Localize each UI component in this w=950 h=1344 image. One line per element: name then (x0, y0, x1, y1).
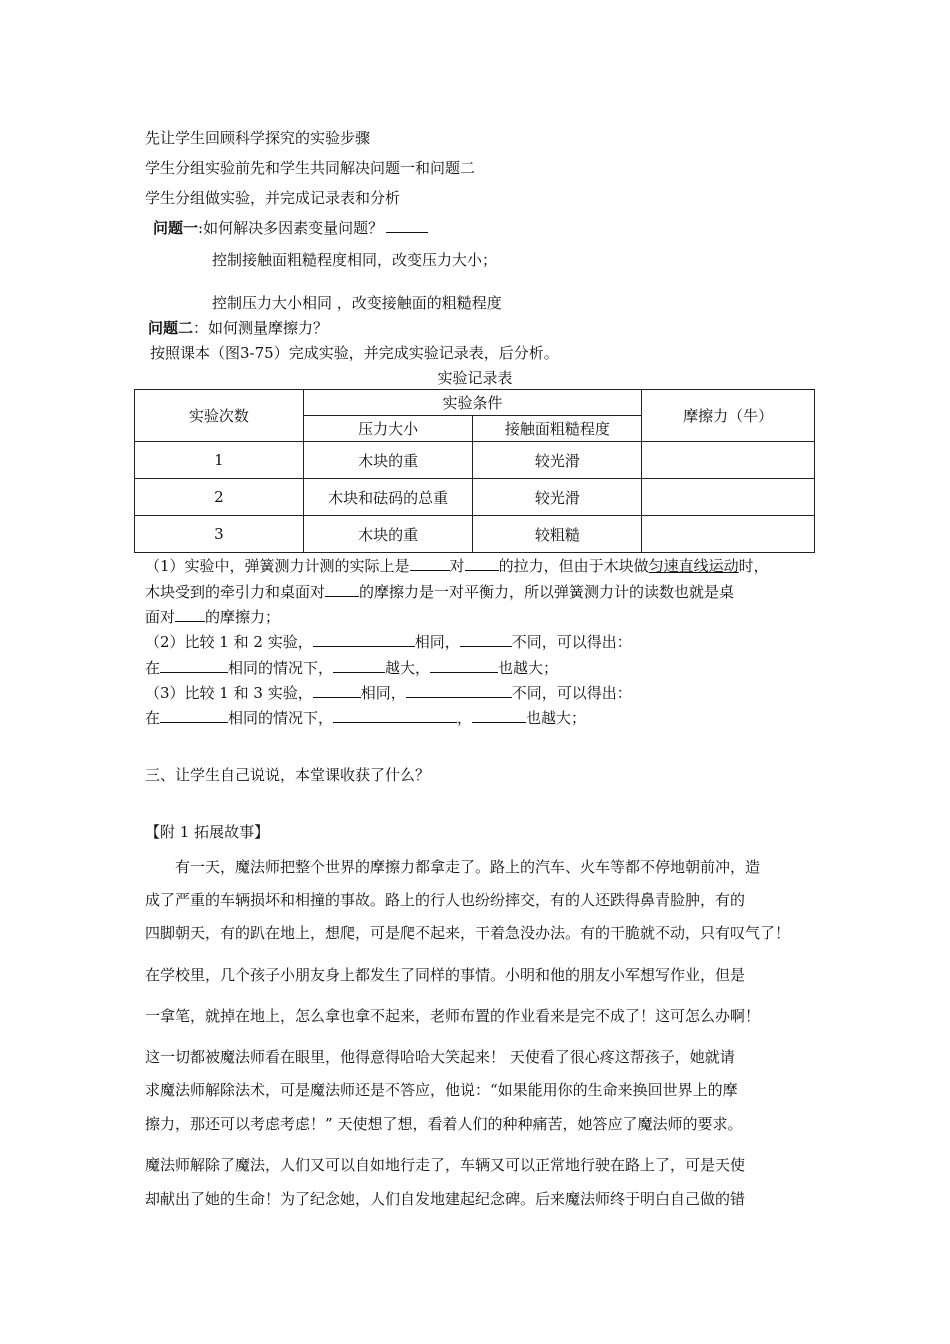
story-line: 有一天，魔法师把整个世界的摩擦力都拿走了。路上的汽车、火车等都不停地朝前冲，造 (175, 858, 761, 876)
blank[interactable] (472, 708, 526, 723)
text: 相同的情况下， (228, 709, 334, 727)
blank[interactable] (410, 556, 450, 571)
header-pressure: 压力大小 (303, 416, 473, 442)
blank[interactable] (460, 632, 512, 647)
analysis-3-line-1 (145, 683, 632, 703)
cell-friction[interactable] (642, 479, 815, 516)
text: 不同，可以得出： (511, 684, 632, 702)
experiment-record-table (134, 389, 815, 553)
cell-index: 1 (135, 442, 304, 479)
blank[interactable] (160, 708, 228, 723)
text: 木块受到的牵引力和桌面对 (145, 583, 326, 601)
text: 对 (449, 557, 465, 575)
analysis-2-line-1 (145, 632, 632, 652)
header-roughness: 接触面粗糙程度 (473, 416, 642, 442)
text: 在 (145, 659, 161, 677)
analysis-3-line-2 (145, 708, 586, 728)
cell-pressure: 木块和砝码的总重 (303, 479, 473, 516)
text: （2）比较 1 和 2 实验， (145, 633, 313, 651)
story-line: 魔法师解除了魔法，人们又可以自如地行走了，车辆又可以正常地行驶在路上了，可是天使 (145, 1156, 746, 1174)
cell-roughness: 较粗糙 (473, 516, 642, 553)
text: 的拉力，但由于木块做 (498, 557, 649, 575)
question-one-text: :如何解决多因素变量问题？ (198, 219, 384, 237)
blank[interactable] (313, 683, 361, 698)
cell-roughness: 较光滑 (473, 442, 642, 479)
question-one-answer-2: 控制压力大小相同 ，改变接触面的粗糙程度 (212, 294, 502, 312)
cell-friction[interactable] (642, 442, 815, 479)
table-row (135, 442, 815, 479)
analysis-1-line-3 (145, 607, 280, 627)
header-friction: 摩擦力（牛） (642, 390, 815, 442)
cell-pressure: 木块的重 (303, 516, 473, 553)
text: 面对 (145, 608, 176, 626)
blank[interactable] (175, 607, 205, 622)
text: 相同， (360, 684, 406, 702)
blank (386, 218, 428, 233)
story-line: 四脚朝天，有的趴在地上，想爬，可是爬不起来，干着急没办法。有的干脆就不动，只有叹气了！ (145, 924, 791, 942)
text: 越大， (385, 659, 431, 677)
cell-index: 3 (135, 516, 304, 553)
question-two-label: 问题二 (148, 319, 194, 337)
blank[interactable] (333, 708, 457, 723)
question-one-answer-1: 控制接触面粗糙程度相同，改变压力大小； (212, 251, 498, 269)
cell-index: 2 (135, 479, 304, 516)
question-two-text: ：如何测量摩擦力？ (193, 319, 329, 337)
section-three-heading: 三、让学生自己说说，本堂课收获了什么？ (145, 766, 431, 784)
question-two (148, 318, 328, 338)
text: 时， (738, 557, 769, 575)
story-line: 求魔法师解除法术，可是魔法师还是不答应，他说：“如果能用你的生命来换回世界上的摩 (145, 1081, 738, 1099)
story-line: 这一切都被魔法师看在眼里，他得意得哈哈大笑起来！ 天使看了很心疼这帮孩子，她就请 (145, 1048, 735, 1066)
question-two-instruction: 按照课本（图3-75）完成实验，并完成实验记录表，后分析。 (150, 344, 559, 362)
appendix-title: 【附 1 拓展故事】 (145, 823, 270, 841)
uniform-motion-text: 匀速直线运动 (648, 557, 739, 575)
header-experiment-condition: 实验条件 (303, 390, 641, 416)
analysis-2-line-2 (145, 658, 558, 678)
table-title: 实验记录表 (437, 369, 513, 387)
story-line: 成了严重的车辆损坏和相撞的事故。路上的行人也纷纷摔交，有的人还跌得鼻青脸肿，有的 (145, 891, 746, 909)
blank[interactable] (406, 683, 512, 698)
text: （1）实验中，弹簧测力计测的实际上是 (145, 557, 410, 575)
intro-line-2: 学生分组实验前先和学生共同解决问题一和问题二 (145, 159, 476, 177)
blank[interactable] (333, 658, 385, 673)
table-row (135, 516, 815, 553)
blank[interactable] (430, 658, 498, 673)
question-one-label: 问题一 (153, 219, 199, 237)
text: 也越大； (498, 659, 559, 677)
blank[interactable] (465, 556, 499, 571)
text: 相同， (414, 633, 460, 651)
blank[interactable] (160, 658, 228, 673)
text: 相同的情况下， (228, 659, 334, 677)
text: （3）比较 1 和 3 实验， (145, 684, 313, 702)
cell-friction[interactable] (642, 516, 815, 553)
story-line: 擦力，那还可以考虑考虑！” 天使想了想，看着人们的种种痛苦，她答应了魔法师的要求。 (145, 1115, 743, 1133)
story-line: 却献出了她的生命！为了纪念她，人们自发地建起纪念碑。后来魔法师终于明白自己做的错 (145, 1190, 746, 1208)
intro-line-3: 学生分组做实验，并完成记录表和分析 (145, 189, 401, 207)
story-line: 在学校里，几个孩子小朋友身上都发生了同样的事情。小明和他的朋友小军想写作业，但是 (145, 966, 746, 984)
text: ， (457, 709, 473, 727)
blank[interactable] (325, 582, 359, 597)
question-one (153, 218, 428, 238)
text: 不同，可以得出： (511, 633, 632, 651)
cell-pressure: 木块的重 (303, 442, 473, 479)
cell-roughness: 较光滑 (473, 479, 642, 516)
analysis-1-line-2 (145, 582, 734, 602)
text: 的摩擦力； (205, 608, 281, 626)
text: 在 (145, 709, 161, 727)
story-line: 一拿笔，就掉在地上，怎么拿也拿不起来，老师布置的作业看来是完不成了！这可怎么办啊！ (145, 1007, 761, 1025)
header-experiment-index: 实验次数 (135, 390, 304, 442)
blank[interactable] (313, 632, 415, 647)
text: 的摩擦力是一对平衡力，所以弹簧测力计的读数也就是桌 (359, 583, 735, 601)
text: 也越大； (526, 709, 587, 727)
analysis-1-line-1 (145, 556, 769, 576)
intro-line-1: 先让学生回顾科学探究的实验步骤 (145, 129, 371, 147)
table-row (135, 479, 815, 516)
